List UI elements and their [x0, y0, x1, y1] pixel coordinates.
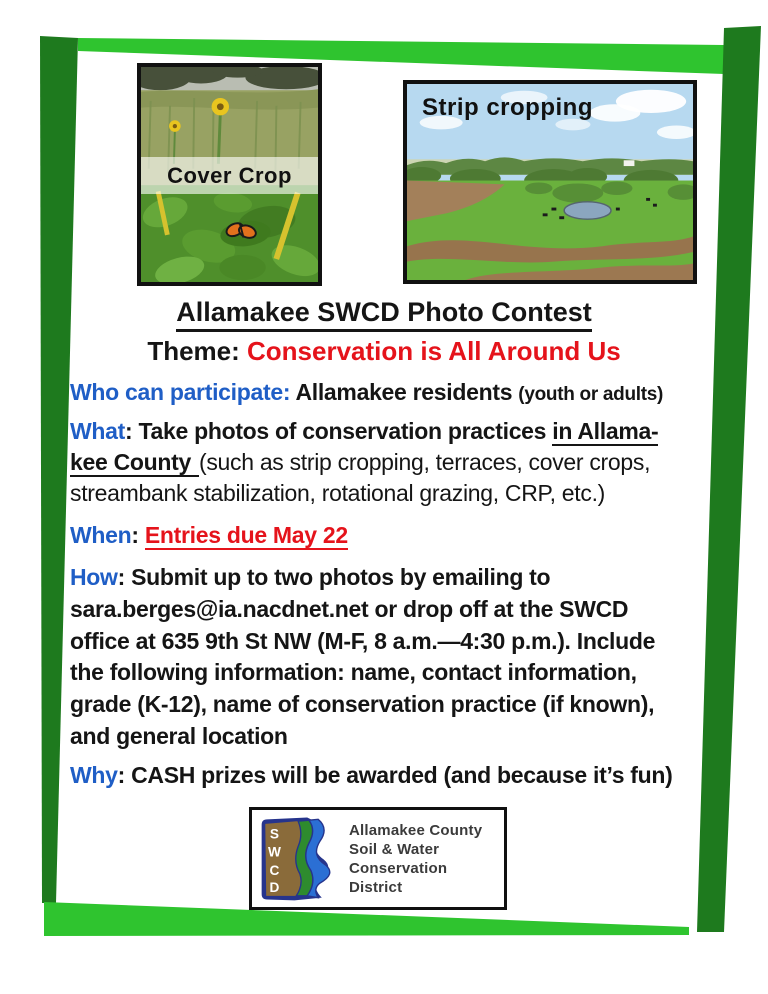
how-text-3: office at 635 9th St NW (M-F, 8 a.m.—4:30 p.m.). Include: [70, 628, 656, 654]
org-line-2: Soil & Water: [349, 840, 440, 858]
flyer-title: Allamakee SWCD Photo Contest: [176, 298, 592, 332]
what-line-2: [70, 449, 650, 477]
what-underlined-1: in Allama-: [552, 418, 658, 446]
emblem-letter-c: C: [269, 862, 280, 878]
strip-cropping-caption: Strip cropping: [422, 94, 593, 121]
how-text-1: Submit up to two photos by emailing to: [131, 564, 551, 590]
theme-line: [0, 336, 768, 367]
what-text-1: Take photos of conservation practices: [138, 418, 553, 444]
how-line-1: [70, 564, 550, 591]
how-text-6: and general location: [70, 723, 288, 749]
what-line-1: [70, 418, 658, 446]
how-text-4: the following information: name, contact information,: [70, 659, 637, 685]
how-line-6: [70, 723, 288, 750]
how-text-5: grade (K-12), name of conservation practice (if known),: [70, 691, 655, 717]
who-small-text: (youth or adults): [518, 384, 664, 405]
what-text-3: streambank stabilization, rotational grazing, CRP, etc.): [70, 480, 606, 506]
swcd-emblem: [258, 814, 340, 903]
how-line-5: [70, 691, 654, 718]
when-line: [70, 522, 348, 550]
who-keyword: Who can participate:: [70, 379, 291, 405]
what-underlined-2: kee County: [70, 449, 199, 477]
cover-crop-caption: Cover Crop: [167, 162, 292, 188]
swcd-org-text: [349, 821, 500, 897]
what-text-2: (such as strip cropping, terraces, cover crops,: [198, 449, 651, 475]
how-email-text: sara.berges@ia.nacdnet.net or drop off at the SWCD: [70, 596, 629, 622]
emblem-letter-w: W: [267, 844, 281, 860]
pond: [564, 202, 611, 219]
what-colon: :: [125, 418, 139, 444]
theme-value: Conservation is All Around Us: [247, 336, 621, 366]
swcd-logo-box: [249, 807, 507, 910]
why-keyword: Why: [70, 762, 118, 788]
why-line: [70, 762, 673, 789]
cover-crop-photo: [137, 63, 322, 286]
flyer-title-line: [0, 297, 768, 332]
farmstead: [624, 160, 635, 166]
why-text: CASH prizes will be awarded (and because it’s fun): [131, 762, 673, 788]
org-line-1: Allamakee County: [349, 821, 483, 839]
who-text: Allamakee residents: [290, 379, 519, 405]
how-line-3: [70, 628, 655, 655]
strip-cropping-photo: [403, 80, 697, 284]
org-line-3: Conservation District: [349, 859, 448, 896]
who-line: [70, 379, 663, 406]
when-keyword: When: [70, 522, 132, 548]
when-value: Entries due May 22: [145, 522, 348, 550]
how-colon: :: [117, 564, 132, 590]
how-line-4: [70, 659, 637, 686]
what-keyword: What: [70, 418, 126, 444]
how-line-2: [70, 596, 628, 623]
what-line-3: [70, 480, 605, 507]
emblem-letter-d: D: [269, 880, 280, 896]
why-colon: :: [117, 762, 132, 788]
how-keyword: How: [70, 564, 118, 590]
cover-crop-caption-band: [141, 157, 318, 194]
theme-label: Theme:: [147, 336, 247, 366]
when-colon: :: [131, 522, 145, 548]
frame-right-band: [697, 26, 761, 932]
emblem-letter-s: S: [269, 826, 279, 842]
